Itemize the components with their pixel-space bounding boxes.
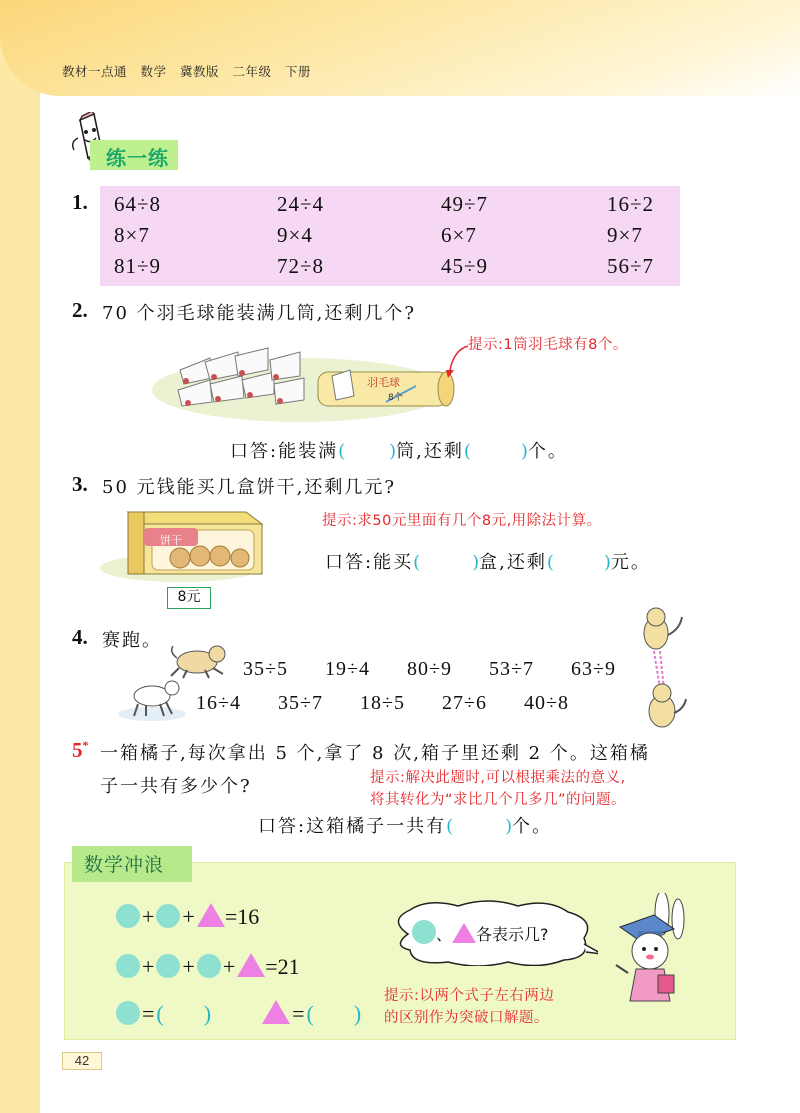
answer-blank-open: ( bbox=[156, 1001, 164, 1026]
hint-label: 提示: bbox=[370, 770, 406, 786]
answer-blank-open: ( bbox=[446, 816, 454, 837]
answer-prefix: 口答:能装满 bbox=[230, 441, 339, 462]
answer-blank-close: ) bbox=[203, 1001, 212, 1026]
race-expr: 35÷5 bbox=[243, 658, 288, 680]
answer-mid: 筒,还剩 bbox=[396, 441, 464, 462]
race-expr: 53÷7 bbox=[489, 658, 534, 680]
page-number: 42 bbox=[62, 1052, 102, 1070]
q4-question: 赛跑。 bbox=[102, 630, 162, 651]
page-left-band bbox=[0, 0, 40, 1113]
q2-question: 70 个羽毛球能装满几筒,还剩几个? bbox=[102, 303, 416, 324]
race-expr: 80÷9 bbox=[407, 658, 452, 680]
q1-cell: 24÷4 bbox=[277, 192, 325, 216]
surf-answer-row bbox=[116, 1000, 361, 1027]
answer-blank-close: ) bbox=[505, 816, 513, 837]
triangle-shape-icon bbox=[197, 903, 225, 927]
answer-blank-open: ( bbox=[338, 441, 346, 462]
answer-blank-close: ) bbox=[389, 441, 397, 462]
equals-sign: = bbox=[142, 1001, 155, 1026]
surf-equation-1: + + =16 bbox=[116, 903, 259, 930]
page-bottom-white bbox=[40, 1040, 800, 1075]
answer-blank-close: ) bbox=[472, 552, 480, 573]
math-surf-title: 数学冲浪 bbox=[84, 854, 165, 876]
biscuit-box-illustration bbox=[100, 500, 270, 584]
bubble-text: 各表示几? bbox=[476, 925, 549, 944]
price-tag: 8元 bbox=[167, 587, 211, 609]
circle-shape-icon bbox=[156, 904, 180, 928]
shuttlecock-illustration bbox=[150, 340, 480, 426]
equals-sign: = bbox=[292, 1001, 305, 1026]
header-book: 教材一点通 bbox=[62, 64, 128, 79]
q3-number: 3. bbox=[72, 472, 88, 496]
answer-suffix: 个。 bbox=[527, 441, 568, 462]
q2-answer-line bbox=[230, 437, 568, 463]
hint-text: 求50元里面有几个8元,用除法计算。 bbox=[357, 513, 602, 529]
q1-cell: 8×7 bbox=[114, 223, 150, 247]
q5-question-line2: 子一共有多少个? bbox=[100, 776, 252, 797]
circle-shape-icon bbox=[156, 954, 180, 978]
q1-cell: 72÷8 bbox=[277, 254, 325, 278]
q2-hint bbox=[468, 333, 628, 354]
circle-shape-icon bbox=[116, 1001, 140, 1025]
surf-hint-line1 bbox=[384, 984, 554, 1005]
section-title-text: 练一练 bbox=[106, 146, 169, 170]
q1-cell: 64÷8 bbox=[114, 192, 162, 216]
q3-question: 50 元钱能买几盒饼干,还剩几元? bbox=[102, 477, 396, 498]
circle-shape-icon bbox=[197, 954, 221, 978]
race-expr: 63÷9 bbox=[571, 658, 616, 680]
q4-number: 4. bbox=[72, 625, 88, 649]
q5-number-text: 5 bbox=[72, 738, 83, 762]
rabbit-mascot-icon bbox=[610, 893, 690, 1011]
q1-number: 1. bbox=[72, 190, 88, 214]
biscuit-box-label: 饼干 bbox=[160, 534, 182, 547]
header-subject: 数学 bbox=[140, 64, 167, 79]
answer-blank-open: ( bbox=[306, 1001, 314, 1026]
answer-blank-open: ( bbox=[546, 552, 554, 573]
hint-label: 提示: bbox=[384, 988, 420, 1004]
running-goat-icon bbox=[118, 672, 188, 722]
race-expr: 16÷4 bbox=[196, 692, 241, 714]
q1-cell: 6×7 bbox=[441, 223, 477, 247]
answer-blank-open: ( bbox=[463, 441, 471, 462]
page-top-band bbox=[0, 0, 800, 96]
answer-prefix: 口答:这箱橘子一共有 bbox=[258, 816, 447, 837]
answer-mid: 盒,还剩 bbox=[479, 552, 547, 573]
answer-blank-close: ) bbox=[520, 441, 528, 462]
q5-hint-line2: 将其转化为“求比几个几多几”的问题。 bbox=[370, 792, 627, 808]
q3-hint bbox=[322, 509, 602, 530]
q5-question-line1: 一箱橘子,每次拿出 5 个,拿了 8 次,箱子里还剩 2 个。这箱橘 bbox=[100, 743, 650, 764]
race-expr: 19÷4 bbox=[325, 658, 370, 680]
header-volume: 下册 bbox=[285, 64, 312, 79]
hint-text: 1筒羽毛球有8个。 bbox=[503, 337, 628, 353]
answer-blank-close: ) bbox=[353, 1001, 362, 1026]
answer-suffix: 个。 bbox=[512, 816, 553, 837]
triangle-shape-icon bbox=[262, 1000, 290, 1024]
q1-cell: 9×7 bbox=[607, 223, 643, 247]
answer-blank-open: ( bbox=[413, 552, 421, 573]
triangle-shape-icon bbox=[452, 923, 476, 943]
tube-label: 羽毛球 bbox=[367, 376, 400, 389]
q5-hint-line1 bbox=[370, 766, 626, 787]
q1-cell: 16÷2 bbox=[607, 192, 655, 216]
hint-label: 提示: bbox=[468, 337, 504, 353]
hint-label: 提示: bbox=[322, 513, 358, 529]
surf-equation-2: + + + =21 bbox=[116, 953, 300, 980]
hint-text: 以两个式子左右两边 bbox=[419, 988, 555, 1004]
q5-number bbox=[72, 738, 89, 763]
q3-answer-line bbox=[325, 548, 651, 574]
q5-star: * bbox=[82, 738, 89, 752]
equation-result: =21 bbox=[265, 954, 300, 979]
surf-hint-line2: 的区别作为突破口解题。 bbox=[384, 1010, 549, 1026]
race-expr: 18÷5 bbox=[360, 692, 405, 714]
tube-count: 8个 bbox=[388, 393, 403, 403]
answer-prefix: 口答:能买 bbox=[325, 552, 414, 573]
circle-shape-icon bbox=[116, 904, 140, 928]
bubble-separator: 、 bbox=[436, 925, 453, 944]
header-grade: 二年级 bbox=[232, 64, 272, 79]
answer-suffix: 元。 bbox=[610, 552, 651, 573]
triangle-shape-icon bbox=[237, 953, 265, 977]
q1-cell: 45÷9 bbox=[441, 254, 489, 278]
equation-result: =16 bbox=[224, 904, 260, 929]
running-header bbox=[62, 62, 320, 80]
q1-cell: 81÷9 bbox=[114, 254, 162, 278]
answer-blank-close: ) bbox=[603, 552, 611, 573]
circle-shape-icon bbox=[116, 954, 140, 978]
header-edition: 冀教版 bbox=[180, 64, 220, 79]
q2-number: 2. bbox=[72, 298, 88, 322]
q1-cell: 49÷7 bbox=[441, 192, 489, 216]
bubble-question bbox=[412, 920, 549, 945]
race-expr: 35÷7 bbox=[278, 692, 323, 714]
q5-answer-line bbox=[258, 812, 552, 838]
hint-text: 解决此题时,可以根据乘法的意义, bbox=[405, 770, 626, 786]
race-expr: 40÷8 bbox=[524, 692, 569, 714]
cat-finish-line-icon bbox=[636, 605, 692, 735]
circle-shape-icon bbox=[412, 920, 436, 944]
section-title bbox=[68, 112, 188, 172]
q1-calculation-grid bbox=[100, 186, 680, 286]
race-expr: 27÷6 bbox=[442, 692, 487, 714]
q1-cell: 56÷7 bbox=[607, 254, 655, 278]
q1-cell: 9×4 bbox=[277, 223, 313, 247]
